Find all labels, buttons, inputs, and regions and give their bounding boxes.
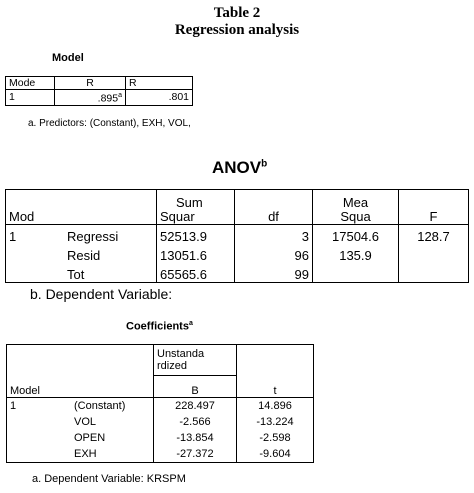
sum-line2: Squar (160, 209, 195, 224)
r-value: .895 (97, 92, 119, 105)
coef-model-cell (7, 414, 72, 430)
coef-t-cell: -13.224 (256, 416, 294, 428)
coefficients-table (6, 344, 314, 463)
anova-footnote-marker: b (261, 158, 268, 170)
anova-f-cell (399, 263, 469, 283)
coef-header-unstandardized (154, 345, 237, 376)
coef-b-cell: -13.854 (154, 430, 237, 446)
coef-b-cell: -2.566 (154, 414, 237, 430)
table-row (6, 225, 469, 245)
unstd-line1: Unstanda (157, 348, 205, 360)
anova-df-cell: 99 (235, 263, 313, 283)
coef-b-cell: -27.372 (154, 446, 237, 463)
anova-df-cell: 3 (235, 225, 313, 245)
anova-f-cell: 128.7 (417, 229, 450, 244)
anova-header-f: F (429, 209, 438, 224)
anova-source-cell: Regressi (64, 225, 157, 245)
table-row (7, 398, 314, 415)
coef-term-cell: VOL (71, 414, 154, 430)
table-row (7, 446, 314, 463)
coef-header-b: B (154, 375, 237, 398)
r-footnote-marker: a (118, 92, 122, 99)
r-value-cell (55, 90, 126, 106)
table-number: Table 2 (213, 5, 261, 21)
anova-mean-cell: 135.9 (313, 244, 399, 263)
mean-line2: Squa (340, 209, 371, 224)
coef-model-cell (7, 446, 72, 463)
coefficients-heading (126, 320, 193, 333)
coef-model-cell: 1 (10, 400, 17, 412)
anova-model-cell: 1 (9, 229, 17, 244)
coef-term-cell: OPEN (71, 430, 154, 446)
coef-header-blank (7, 345, 154, 376)
coef-header-model: Model (7, 375, 154, 398)
anova-source-cell: Tot (64, 263, 157, 283)
anova-mean-cell: 17504.6 (313, 225, 399, 245)
anova-title: ANOV (212, 158, 262, 177)
coef-model-cell (7, 430, 72, 446)
anova-header-model: Mod (6, 190, 157, 225)
coefficients-footnote-marker: a (188, 320, 193, 327)
anova-header-df: df (235, 190, 313, 225)
anova-df-cell: 96 (235, 244, 313, 263)
anova-header-sum (157, 190, 235, 225)
table-title: Regression analysis (174, 22, 300, 38)
unstd-line2: rdized (157, 360, 187, 372)
coefficients-title: Coefficients (126, 320, 189, 333)
anova-source-cell: Resid (64, 244, 157, 263)
anova-header-mean (313, 190, 399, 225)
anova-sum-cell: 13051.6 (157, 244, 235, 263)
header-model: Mode (6, 77, 55, 90)
model-footnote: a. Predictors: (Constant), EXH, VOL, (28, 118, 191, 129)
anova-table (5, 189, 469, 283)
anova-mean-cell (313, 263, 399, 283)
coef-term-cell: (Constant) (71, 398, 154, 415)
anova-footnote: b. Dependent Variable: (30, 286, 173, 302)
anova-sum-cell: 65565.6 (157, 263, 235, 283)
header-r-square: R (126, 77, 193, 90)
mean-line1: Mea (342, 195, 369, 210)
coef-t-cell: -9.604 (259, 448, 291, 460)
coef-t-cell: -2.598 (259, 432, 291, 444)
coef-b-cell: 228.497 (154, 398, 237, 415)
table-row (7, 414, 314, 430)
anova-model-cell (6, 263, 65, 283)
table-row (6, 244, 469, 263)
coef-term-cell: EXH (71, 446, 154, 463)
anova-heading (212, 158, 267, 178)
header-r: R (55, 77, 126, 90)
sum-line1: Sum (176, 195, 203, 210)
coef-header-t-blank (237, 345, 314, 376)
coef-header-t: t (273, 385, 277, 397)
r-square-value: .801 (126, 90, 193, 106)
table-row (6, 263, 469, 283)
anova-sum-cell: 52513.9 (157, 225, 235, 245)
table-row (7, 430, 314, 446)
model-summary-heading: Model (52, 52, 84, 64)
anova-model-cell (6, 244, 65, 263)
model-number: 1 (6, 90, 55, 106)
coefficients-footnote: a. Dependent Variable: KRSPM (32, 473, 186, 485)
model-summary-table (5, 76, 193, 106)
coef-t-cell: 14.896 (258, 400, 292, 412)
anova-f-cell (399, 244, 469, 263)
